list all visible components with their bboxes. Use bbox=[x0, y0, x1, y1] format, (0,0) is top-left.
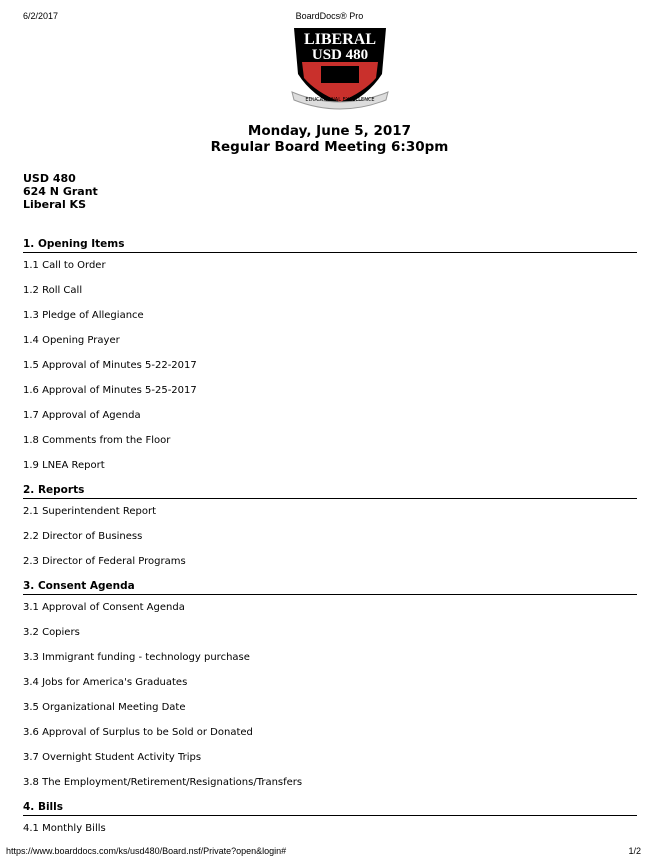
agenda-item[interactable]: 2.3 Director of Federal Programs bbox=[23, 556, 186, 567]
agenda-item[interactable]: 3.5 Organizational Meeting Date bbox=[23, 702, 186, 713]
agenda-item[interactable]: 3.8 The Employment/Retirement/Resignations/Transfers bbox=[23, 777, 303, 788]
agenda-item[interactable]: 1.2 Roll Call bbox=[23, 285, 83, 296]
meeting-title: Regular Board Meeting 6:30pm bbox=[210, 139, 449, 155]
agenda-item[interactable]: 1.8 Comments from the Floor bbox=[23, 435, 171, 446]
logo-line1: LIBERAL bbox=[303, 31, 377, 48]
section-heading[interactable]: 3. Consent Agenda bbox=[23, 578, 637, 595]
page-number: 1/2 bbox=[628, 846, 641, 856]
agenda-item[interactable]: 2.1 Superintendent Report bbox=[23, 506, 156, 517]
section-heading[interactable]: 2. Reports bbox=[23, 482, 637, 499]
agenda-item[interactable]: 1.4 Opening Prayer bbox=[23, 335, 120, 346]
print-date: 6/2/2017 bbox=[23, 11, 59, 21]
agenda-item[interactable]: 1.1 Call to Order bbox=[23, 260, 106, 271]
agenda-item[interactable]: 3.1 Approval of Consent Agenda bbox=[23, 602, 185, 613]
agenda-item[interactable]: 3.4 Jobs for America's Graduates bbox=[23, 677, 188, 688]
agenda-item[interactable]: 3.7 Overnight Student Activity Trips bbox=[23, 752, 202, 763]
agenda-item[interactable]: 3.3 Immigrant funding - technology purchase bbox=[23, 652, 250, 663]
section-heading[interactable]: 1. Opening Items bbox=[23, 236, 637, 253]
liberal-usd480-logo bbox=[288, 22, 392, 110]
agenda-item[interactable]: 1.7 Approval of Agenda bbox=[23, 410, 141, 421]
agenda-item[interactable]: 1.9 LNEA Report bbox=[23, 460, 105, 471]
agenda-item[interactable]: 3.6 Approval of Surplus to be Sold or Donated bbox=[23, 727, 253, 738]
logo-line2: USD 480 bbox=[311, 47, 369, 63]
print-site-title: BoardDocs® Pro bbox=[295, 11, 364, 21]
agenda-item[interactable]: 1.5 Approval of Minutes 5-22-2017 bbox=[23, 360, 197, 371]
logo-banner: EDUCATIONAL EXCELLENCE bbox=[305, 97, 375, 103]
agenda-item[interactable]: 4.1 Monthly Bills bbox=[23, 823, 106, 834]
meeting-date: Monday, June 5, 2017 bbox=[247, 123, 412, 139]
agenda-item[interactable]: 1.3 Pledge of Allegiance bbox=[23, 310, 144, 321]
address-line: 624 N Grant bbox=[23, 185, 98, 198]
agenda-item[interactable]: 1.6 Approval of Minutes 5-25-2017 bbox=[23, 385, 197, 396]
agenda-item[interactable]: 2.2 Director of Business bbox=[23, 531, 143, 542]
address-line: USD 480 bbox=[23, 172, 76, 185]
agenda bbox=[23, 236, 637, 841]
address-block bbox=[23, 172, 98, 211]
agenda-item[interactable]: 3.2 Copiers bbox=[23, 627, 80, 638]
print-url: https://www.boarddocs.com/ks/usd480/Board.nsf/Private?open&login# bbox=[6, 846, 287, 856]
section-heading[interactable]: 4. Bills bbox=[23, 799, 637, 816]
address-line: Liberal KS bbox=[23, 198, 87, 211]
